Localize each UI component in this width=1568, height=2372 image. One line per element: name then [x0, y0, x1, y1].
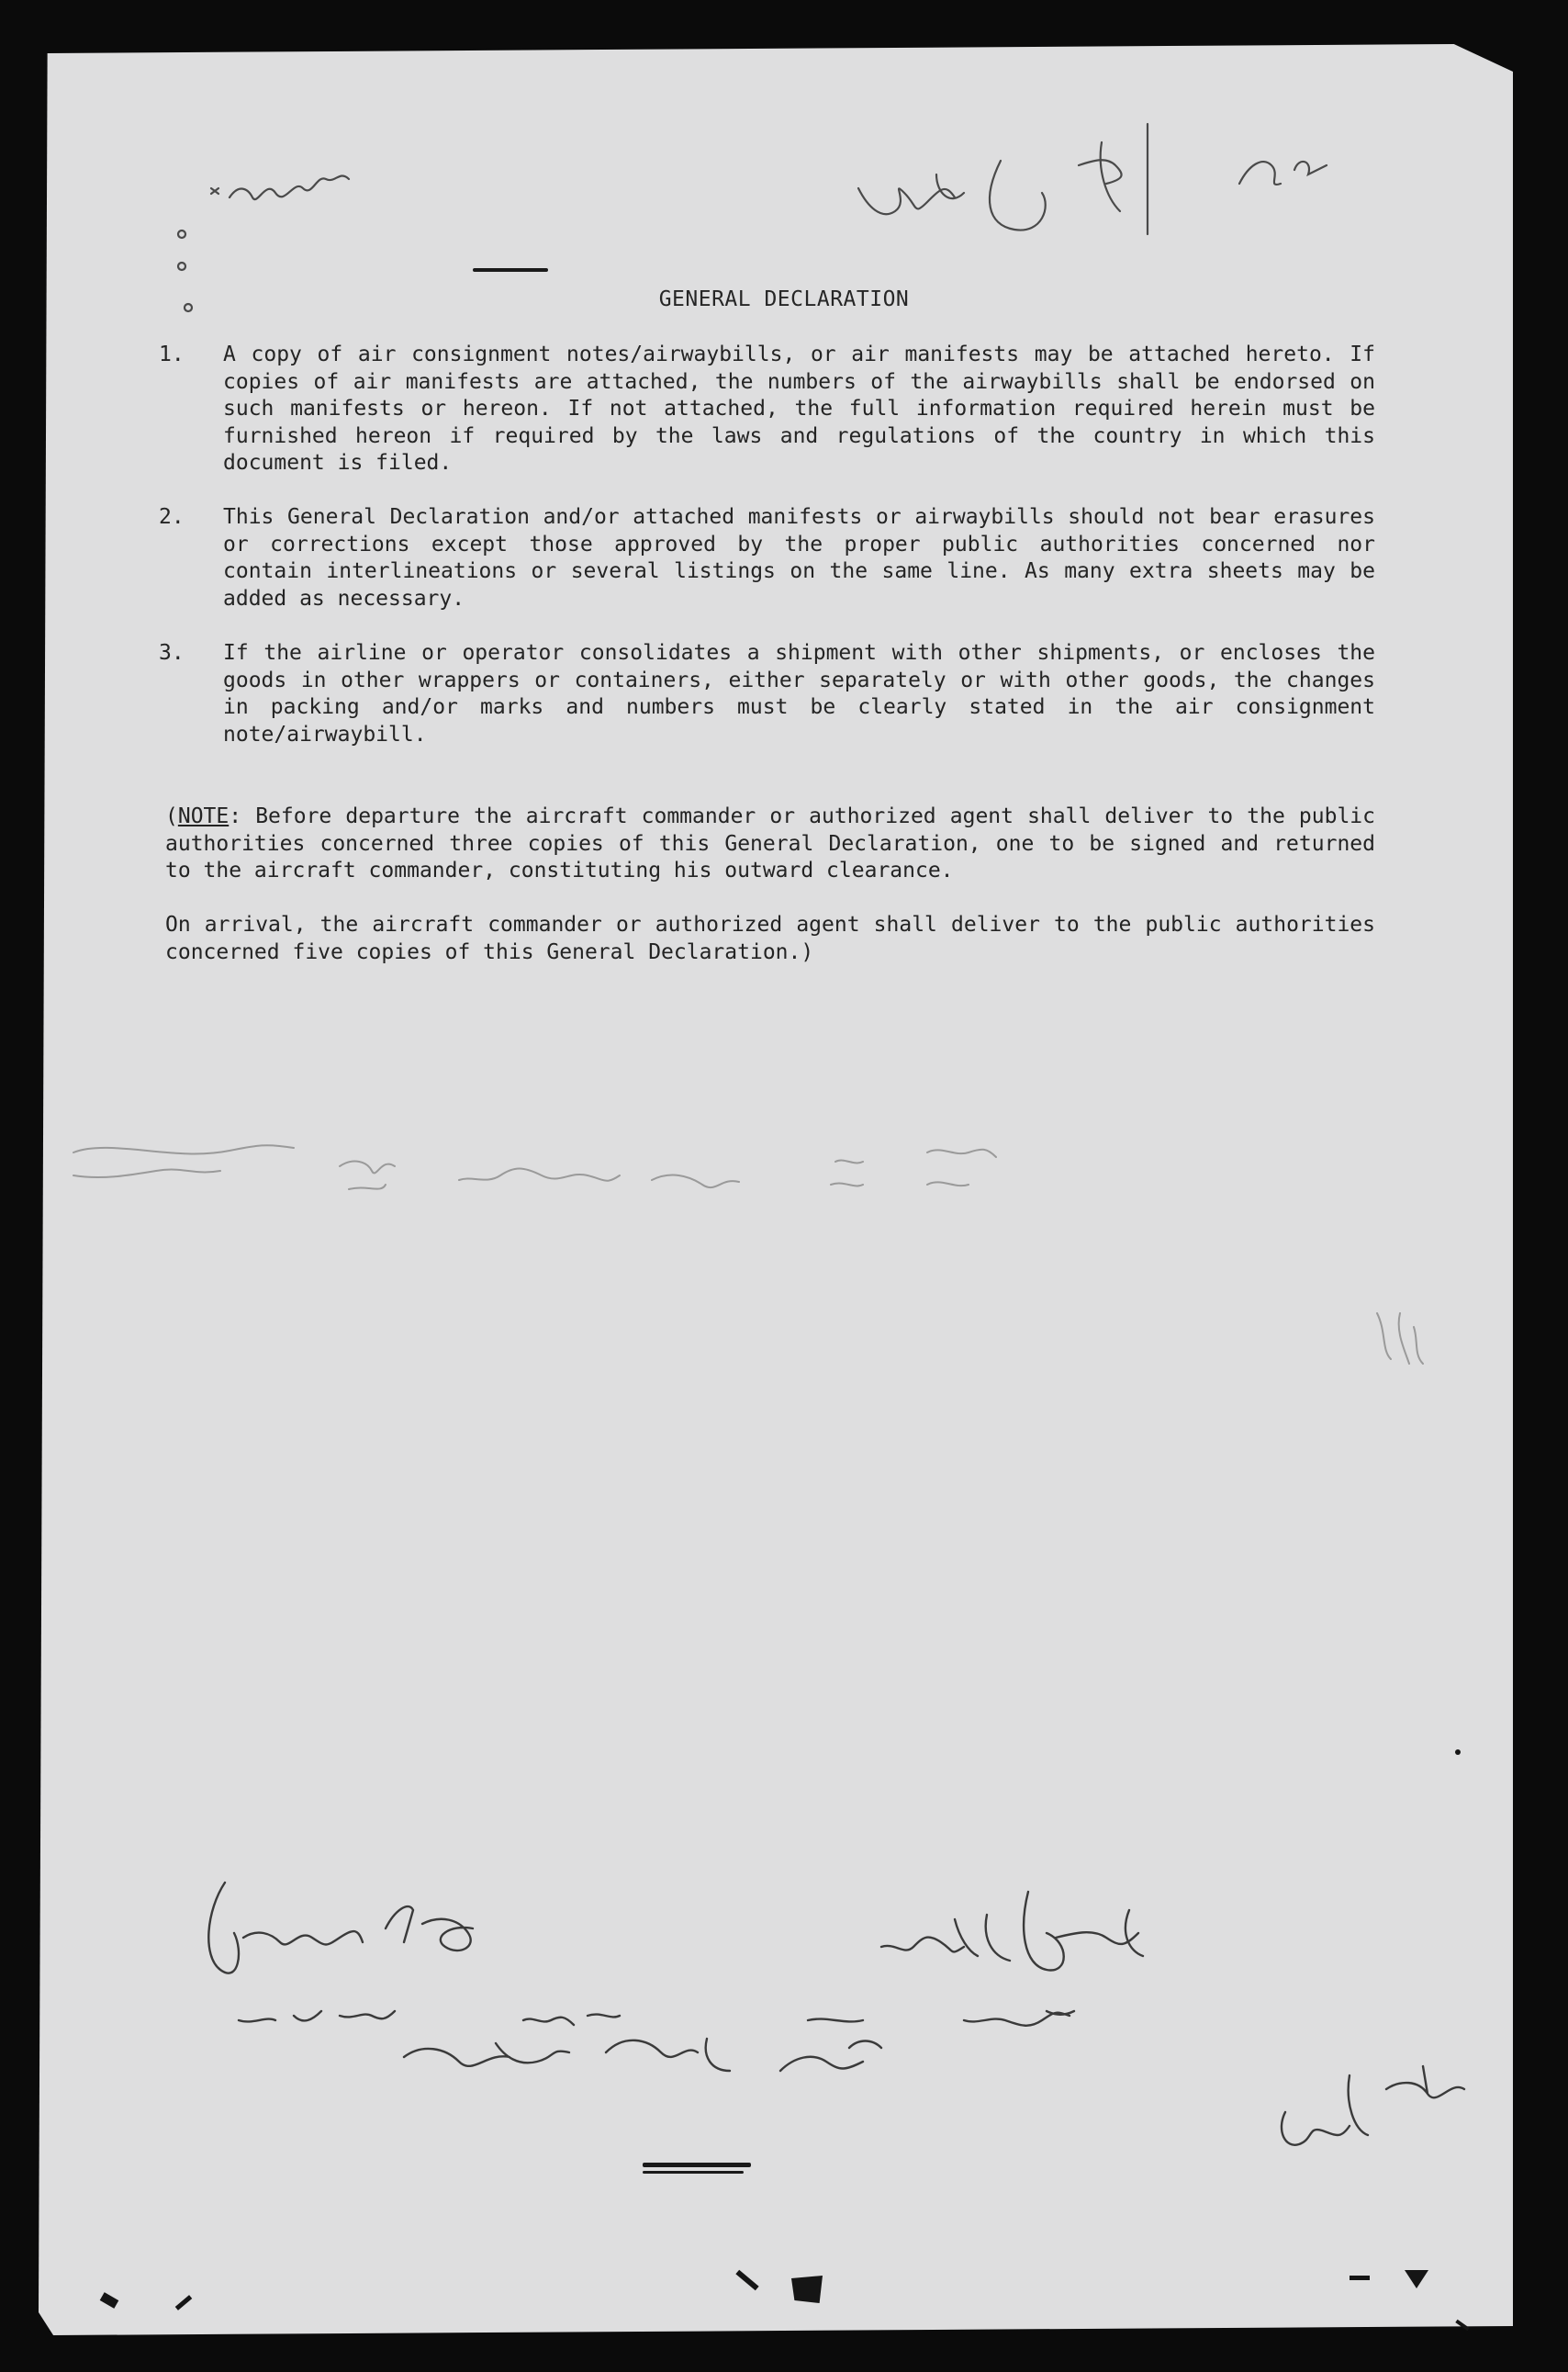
strike-mark — [643, 2163, 751, 2167]
item-number: 3. — [159, 641, 185, 665]
item-number: 1. — [159, 343, 185, 366]
note-paragraph — [165, 804, 1375, 885]
document-title: GENERAL DECLARATION — [658, 287, 910, 311]
strike-mark — [473, 268, 548, 272]
item-text: A copy of air consignment notes/airwaybills, or air manifests may be attached hereto. If copies of air manifests are attached, the numbers of the airwaybills shall be endorsed on such manifests or hereon. If not attached, the full information required herein must be furnished hereon if required by the laws and regulations of the country in which this document is filed. — [223, 343, 1375, 476]
note-text: : Before departure the aircraft commander or authorized agent shall deliver to the public authorities concerned three copies of this General Declaration, one to be signed and returned to the aircraft commander, constituting his outward clearance. — [165, 804, 1375, 883]
item-text: If the airline or operator consolidates a shipment with other shipments, or encloses the goods in other wrappers or containers, either separately or with other goods, the changes in packing and/or marks and numbers must be clearly stated in the air consignment note/airwaybill. — [223, 641, 1375, 747]
item-text: This General Declaration and/or attached manifests or airwaybills should not bear erasures or corrections except those approved by the proper public authorities concerned nor contain interlineations or several listings on the same line. As many extra sheets may be added as necessary. — [223, 505, 1375, 611]
arrival-paragraph: On arrival, the aircraft commander or authorized agent shall deliver to the public authorities concerned five copies of this General Declaration.) — [165, 913, 1375, 964]
scan-mark — [791, 2276, 823, 2303]
item-number: 2. — [159, 505, 185, 529]
note-label: NOTE — [177, 804, 230, 828]
scan-mark — [1455, 1749, 1461, 1755]
note-open: ( — [165, 804, 178, 828]
scan-mark — [1350, 2276, 1370, 2280]
strike-mark — [643, 2171, 744, 2174]
